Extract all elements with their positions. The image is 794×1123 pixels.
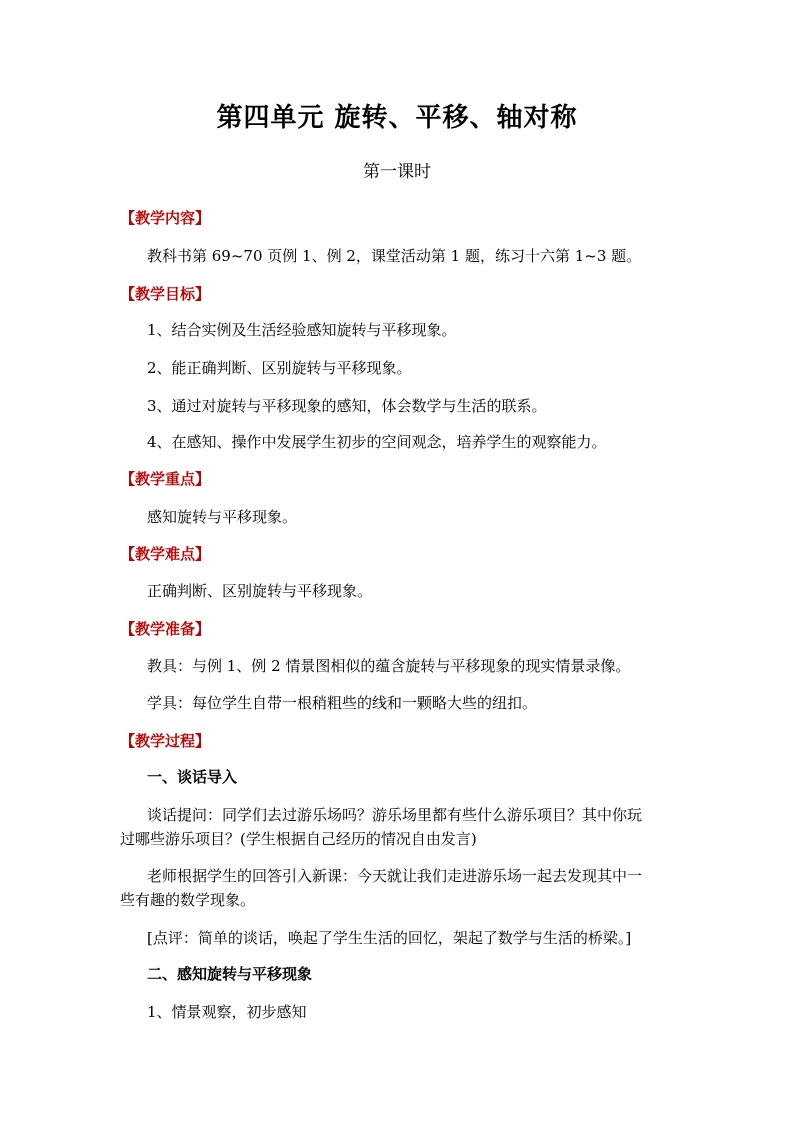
goal-item-1: 1、结合实例及生活经验感知旋转与平移现象。 (147, 321, 457, 339)
content-text: 教科书第 69~70 页例 1、例 2，课堂活动第 1 题，练习十六第 1~3 题。 (147, 247, 642, 265)
section-heading-difficulties: 【教学难点】 (120, 545, 211, 563)
process-part2-title: 二、感知旋转与平移现象 (147, 965, 313, 983)
preparation-teacher: 教具：与例 1、例 2 情景图相似的蕴含旋转与平移现象的现实情景录像。 (147, 657, 631, 675)
section-heading-preparation: 【教学准备】 (120, 620, 211, 638)
page-subtitle: 第一课时 (363, 162, 431, 182)
process-part1-para2-line2: 些有趣的数学现象。 (120, 891, 256, 909)
process-part1-title: 一、谈话导入 (147, 768, 238, 786)
process-part1-para1-line1: 谈话提问：同学们去过游乐场吗？游乐场里都有些什么游乐项目？其中你玩 (147, 806, 643, 824)
page-title: 第四单元 旋转、平移、轴对称 (216, 103, 578, 133)
goal-item-2: 2、能正确判断、区别旋转与平移现象。 (147, 359, 412, 377)
process-part1-comment: [点评：简单的谈话，唤起了学生生活的回忆，架起了数学与生活的桥梁。] (147, 929, 632, 947)
section-heading-process: 【教学过程】 (120, 732, 211, 750)
process-part1-para2-line1: 老师根据学生的回答引入新课：今天就让我们走进游乐场一起去发现其中一 (147, 867, 643, 885)
section-heading-content: 【教学内容】 (120, 209, 211, 227)
goal-item-4: 4、在感知、操作中发展学生初步的空间观念，培养学生的观察能力。 (147, 433, 607, 451)
section-heading-key-points: 【教学重点】 (120, 470, 211, 488)
goal-item-3: 3、通过对旋转与平移现象的感知，体会数学与生活的联系。 (147, 397, 547, 415)
preparation-student: 学具：每位学生自带一根稍粗些的线和一颗略大些的纽扣。 (147, 694, 538, 712)
difficulties-text: 正确判断、区别旋转与平移现象。 (147, 582, 373, 600)
key-points-text: 感知旋转与平移现象。 (147, 508, 298, 526)
section-heading-goals: 【教学目标】 (120, 285, 211, 303)
process-part2-item1: 1、情景观察，初步感知 (147, 1003, 307, 1021)
process-part1-para1-line2: 过哪些游乐项目？(学生根据自己经历的情况自由发言) (120, 830, 477, 848)
